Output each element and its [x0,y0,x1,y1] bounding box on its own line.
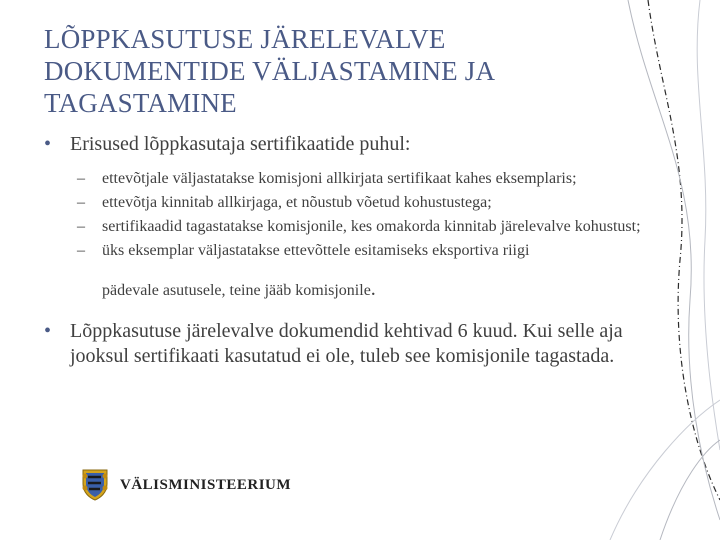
title-line-2: DOKUMENTIDE VÄLJASTAMINE JA [44,56,496,86]
bullet-marker: • [44,133,52,155]
slide-content [44,132,654,369]
title-line-3: TAGASTAMINE [44,88,237,118]
estonian-coat-of-arms-icon [80,468,110,502]
bullet-text: Erisused lõppkasutaja sertifikaatide puhul: [70,133,411,155]
continuation-end: . [370,278,376,300]
bullet-item-2 [44,319,654,369]
deco-curve-light-2 [697,0,720,450]
sub-bullet-list [44,169,654,261]
bullet-item-1 [44,132,654,157]
sub-bullet-text: ettevõtjale väljastatakse komisjoni allkirjata sertifikaat kahes eksemplaris; [102,170,577,187]
sub-bullet-item-2 [44,193,654,213]
sub-bullet-continuation [44,279,654,301]
deco-curve-light-3 [610,400,720,540]
dash-marker: – [77,170,85,187]
sub-bullet-item-4 [44,241,654,261]
title-line-1: LÕPPKASUTUSE JÄRELEVALVE [44,24,446,54]
sub-bullet-text: ettevõtja kinnitab allkirjaga, et nõustub võetud kohustustega; [102,194,492,211]
sub-bullet-item-3 [44,217,654,237]
dash-marker: – [77,218,85,235]
dash-marker: – [77,242,85,259]
footer-logo [80,467,291,503]
bullet-marker: • [44,320,52,342]
deco-curve-light-4 [660,440,720,540]
deco-curve-dark [648,0,720,500]
slide-title [44,23,604,119]
sub-bullet-text: sertifikaadid tagastatakse komisjonile, kes omakorda kinnitab järelevalve kohustust; [102,218,641,235]
dash-marker: – [77,194,85,211]
ministry-name: VÄLISMINISTEERIUM [120,476,292,493]
bullet-text: Lõppkasutuse järelevalve dokumendid kehtivad 6 kuud. Kui selle aja jooksul sertifikaati kasutatud ei ole, tuleb see komisjonile tagastada. [70,320,623,367]
continuation-text: pädevale asutusele, teine jääb komisjonile [102,282,371,299]
sub-bullet-item-1 [44,169,654,189]
sub-bullet-text: üks eksemplar väljastatakse ettevõttele esitamiseks eksportiva riigi [102,242,530,259]
